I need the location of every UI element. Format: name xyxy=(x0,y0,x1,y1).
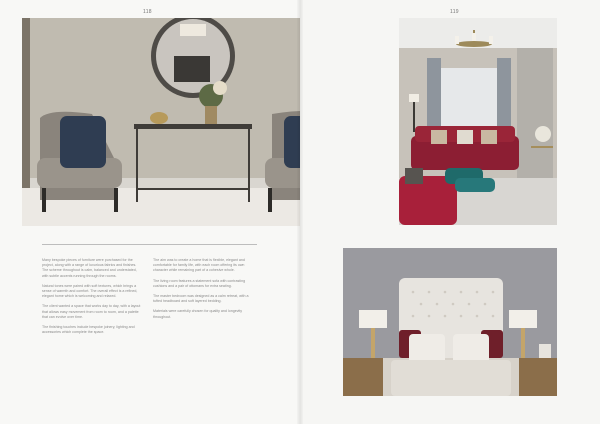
paragraph: The master bedroom was designed as a calm retreat, with a tufted headboard and soft layered bedding. xyxy=(153,294,249,304)
living-room-illustration xyxy=(399,18,557,225)
right-page xyxy=(300,0,600,424)
paragraph: Natural tones were paired with soft textures, which brings a sense of warmth and comfort. The overall effect is a refined, elegant home which is welcoming and relaxed. xyxy=(42,283,138,299)
page-number-right: 119 xyxy=(450,9,459,15)
living-room-photo xyxy=(399,18,557,225)
paragraph: The finishing touches include bespoke joinery, lighting and accessories which complete the space. xyxy=(42,325,135,335)
paragraph: The living room features a statement sofa with contrasting cushions and a pair of ottomans for extra seating. xyxy=(153,278,246,288)
paragraph: Many bespoke pieces of furniture were purchased for the project, along with a range of luxurious fabrics and finishes. The scheme throughout is calm, balanced and understated, with subtle accents running through the rooms. xyxy=(42,258,137,278)
divider-rule xyxy=(42,244,257,245)
bedroom-photo xyxy=(343,248,557,396)
bedroom-illustration xyxy=(343,248,557,396)
page-gutter xyxy=(297,0,303,424)
text-column-2 xyxy=(153,258,253,325)
text-column-1 xyxy=(42,258,142,340)
paragraph: The client wanted a space that works day to day, with a layout that allows easy movement from room to room, and a palette that can evolve over time. xyxy=(42,304,141,319)
page-number-left: 118 xyxy=(143,9,152,15)
paragraph: The aim was to create a home that is flexible, elegant and comfortable for family life, with each room offering its own character while remaining part of a cohesive whole. xyxy=(153,258,245,273)
paragraph: Materials were carefully chosen for quality and longevity throughout. xyxy=(153,309,243,319)
